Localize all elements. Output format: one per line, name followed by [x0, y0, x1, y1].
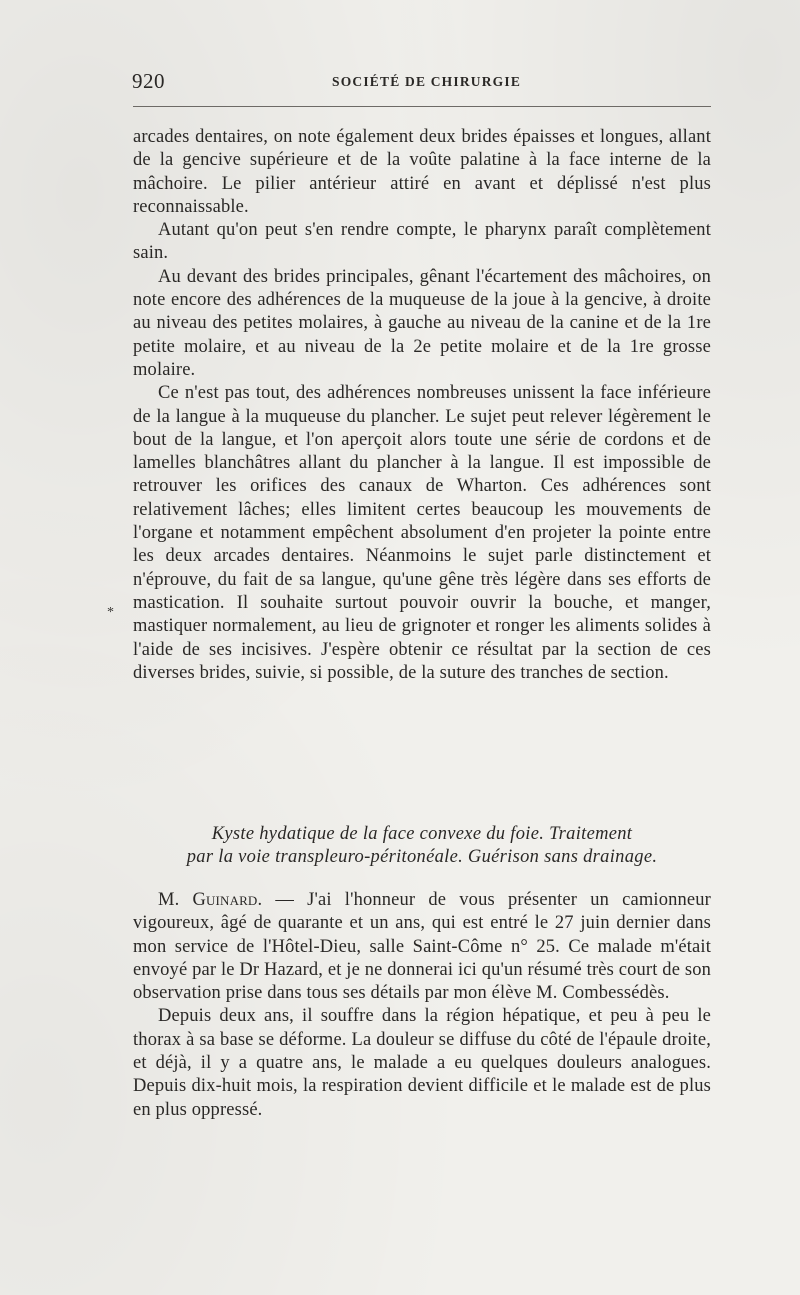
speaker-name: M. Guinard. [158, 890, 263, 910]
header-rule [133, 106, 711, 107]
paragraph: Ce n'est pas tout, des adhérences nombreuses unissent la face inférieure de la langue à la muqueuse du plancher. Le sujet peut relever légèrement le bout de la langue, et l'on aperçoit alors toute une série de cordons et de lamelles blanchâtres allant du plancher à la langue. Il est impossible de retrouver les orifices des canaux de Wharton. Ces adhérences sont relativement lâches; elles limitent certes beaucoup les mouvements de l'organe et notamment empêchent absolument d'en projeter la pointe entre les deux arcades dentaires. Néanmoins le sujet parle distinctement et n'éprouve, du fait de sa langue, qu'une gêne très légère dans ses efforts de mastication. Il souhaite surtout pouvoir ouvrir la bouche, et manger, mastiquer normalement, au lieu de grignoter et ronger les aliments solides à l'aide de ses incisives. J'espère obtenir ce résultat par la section de ces diverses brides, suivie, si possible, de la suture des tranches de section. [133, 383, 711, 683]
paragraph: Au devant des brides principales, gênant l'écartement des mâchoires, on note encore des adhérences de la muqueuse de la joue à la gencive, à droite au niveau des petites molaires, à gauche au niveau de la canine et de la 1re petite molaire, et au niveau de la 2e petite molaire et de la 1re grosse molaire. [133, 266, 711, 380]
section-title [133, 823, 711, 870]
page-header [132, 69, 712, 95]
paragraph: arcades dentaires, on note également deux brides épaisses et longues, allant de la gencive supérieure et de la voûte palatine à la face interne de la mâchoire. Le pilier antérieur attiré en avant et déplissé n'est plus reconnaissable. [133, 127, 711, 217]
paragraph: Autant qu'on peut s'en rendre compte, le pharynx paraît complètement sain. [133, 220, 711, 264]
paragraph: Depuis deux ans, il souffre dans la région hépatique, et peu à peu le thorax à sa base se déforme. La douleur se diffuse du côté de l'épaule droite, et déjà, il y a quatre ans, le malade a eu quelques douleurs analogues. Depuis dix-huit mois, la respiration devient difficile et le malade est de plus en plus oppressé. [133, 1006, 711, 1120]
running-head: SOCIÉTÉ DE CHIRURGIE [332, 74, 522, 89]
paragraph [133, 889, 711, 1005]
paragraph-text: — J'ai l'honneur de vous présenter un camionneur vigoureux, âgé de quarante et un ans, qui est entré le 27 juin dernier dans mon service de l'Hôtel-Dieu, salle Saint-Côme n° 25. Ce malade m'était envoyé par le Dr Hazard, et je ne donnerai ici qu'un résumé très court de son observation prise dans tous ses détails par mon élève M. Combessédès. [133, 890, 711, 1004]
section-title-line-2: par la voie transpleuro-péritonéale. Guérison sans drainage. [186, 847, 658, 868]
margin-mark: * [107, 605, 114, 620]
section-title-line-1: Kyste hydatique de la face convexe du foie. Traitement [211, 824, 633, 844]
page-number: 920 [132, 69, 165, 93]
text-block-bottom [133, 889, 711, 1122]
text-block-top [133, 126, 711, 685]
